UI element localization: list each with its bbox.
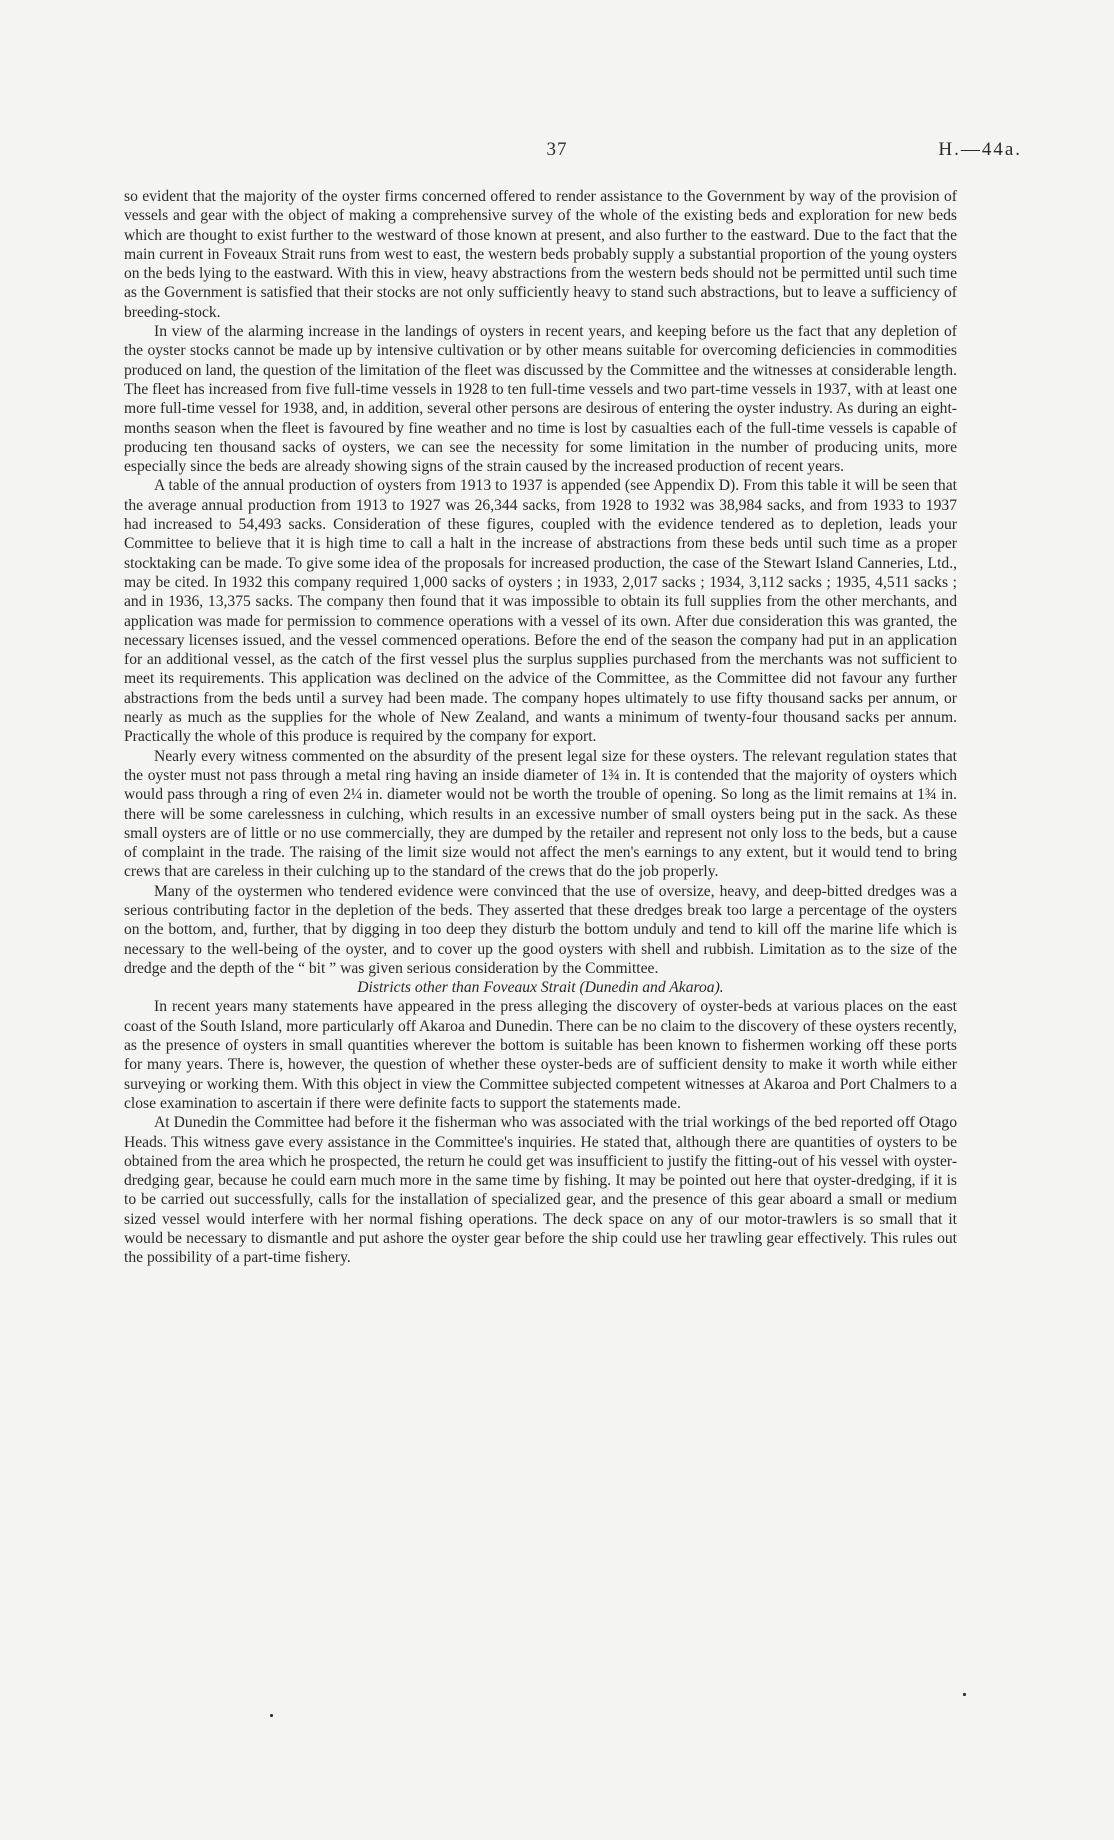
paragraph: In view of the alarming increase in the landings of oysters in recent years, and keeping before us the fact that any depletion of the oyster stocks cannot be made up by intensive cultivation or by other means suitable for overcoming deficiencies in commodities produced on land, the question of the limitation of the fleet was discussed by the Committee and the witnesses at considerable length. The fleet has increased from five full-time vessels in 1928 to ten full-time vessels and two part-time vessels in 1937, with at least one more full-time vessel for 1938, and, in addition, several other persons are desirous of entering the oyster industry. As during an eight-months season when the fleet is favoured by fine weather and no time is lost by casualties each of the full-time vessels is capable of producing ten thousand sacks of oysters, we can see the necessity for some limitation in the number of producing units, more especially since the beds are already showing signs of the strain caused by the increased production of recent years. xyxy=(124,323,957,476)
document-body xyxy=(124,187,957,1268)
stray-mark xyxy=(270,1714,273,1717)
section-heading: Districts other than Foveaux Strait (Dunedin and Akaroa). xyxy=(357,979,724,997)
stray-mark xyxy=(963,1693,966,1696)
paragraph: Nearly every witness commented on the absurdity of the present legal size for these oysters. The relevant regulation states that the oyster must not pass through a metal ring having an inside diameter of 1¾ in. It is contended that the majority of oysters which would pass through a ring of even 2¼ in. diameter would not be worth the trouble of opening. So long as the limit remains at 1¾ in. there will be some carelessness in culching, which results in an excessive number of small oysters being put in the sack. As these small oysters are of little or no use commercially, they are dumped by the retailer and represent not only loss to the beds, but a cause of complaint in the trade. The raising of the limit size would not affect the men's earnings to any extent, but it would tend to bring crews that are careless in their culching up to the standard of the crews that do the job properly. xyxy=(124,747,957,881)
paragraph: In recent years many statements have appeared in the press alleging the discovery of oyster-beds at various places on the east coast of the South Island, more particularly off Akaroa and Dunedin. There can be no claim to the discovery of these oysters recently, as the presence of oysters in small quantities wherever the bottom is suitable has been known to fishermen working off these ports for many years. There is, however, the question of whether these oyster-beds are of sufficient density to make it worth while either surveying or working them. With this object in view the Committee subjected competent witnesses at Akaroa and Port Chalmers to a close examination to ascertain if there were definite facts to support the statements made. xyxy=(124,998,957,1112)
document-reference: H.—44a. xyxy=(938,139,1022,160)
paragraph: so evident that the majority of the oyster firms concerned offered to render assistance to the Government by way of the provision of vessels and gear with the object of making a comprehensive survey of the whole of the existing beds and exploration for new beds which are thought to exist further to the westward of those known at present, and also further to the eastward. Due to the fact that the main current in Foveaux Strait runs from west to east, the western beds probably supply a substantial proportion of the young oysters on the beds lying to the eastward. With this in view, heavy abstractions from the western beds should not be permitted until such time as the Government is satisfied that their stocks are not only sufficiently heavy to stand such abstractions, but to leave a sufficiency of breeding-stock. xyxy=(124,188,957,321)
paragraph: A table of the annual production of oysters from 1913 to 1937 is appended (see Appendix D). From this table it will be seen that the average annual production from 1913 to 1927 was 26,344 sacks, from 1928 to 1932 was 38,984 sacks, and from 1933 to 1937 had increased to 54,493 sacks. Consideration of these figures, coupled with the evidence tendered as to depletion, leads your Committee to believe that it is high time to call a halt in the increase of abstractions from these beds until such time as a proper stocktaking can be made. To give some idea of the proposals for increased production, the case of the Stewart Island Canneries, Ltd., may be cited. In 1932 this company required 1,000 sacks of oysters ; in 1933, 2,017 sacks ; 1934, 3,112 sacks ; 1935, 4,511 sacks ; and in 1936, 13,375 sacks. The company then found that it was impossible to obtain its full supplies from the other merchants, and application was made for permission to commence operations with a vessel of its own. After due consideration this was granted, the necessary licenses issued, and the vessel commenced operations. Before the end of the season the company had put in an application for an additional vessel, as the catch of the first vessel plus the surplus supplies purchased from the merchants was not sufficient to meet its requirements. This application was declined on the advice of the Committee, as the Committee did not favour any further abstractions from the beds until a survey had been made. The company hopes ultimately to use fifty thousand sacks per annum, or nearly as much as the supplies for the whole of New Zealand, and wants a minimum of twenty-four thousand sacks per annum. Practically the whole of this produce is required by the company for export. xyxy=(124,477,957,746)
paragraph: At Dunedin the Committee had before it the fisherman who was associated with the trial workings of the bed reported off Otago Heads. This witness gave every assistance in the Committee's inquiries. He stated that, although there are quantities of oysters to be obtained from the area which he prospected, the return he could get was insufficient to justify the fitting-out of his vessel with oyster-dredging gear, because he could earn much more in the same time by fishing. It may be pointed out here that oyster-dredging, if it is to be carried out successfully, calls for the installation of specialized gear, and the presence of this gear aboard a small or medium sized vessel would interfere with her normal fishing operations. The deck space on any of our motor-trawlers is so small that it would be necessary to dismantle and put ashore the oyster gear before the ship could use her trawling gear effectively. This rules out the possibility of a part-time fishery. xyxy=(124,1114,958,1267)
paragraph: Many of the oystermen who tendered evidence were convinced that the use of oversize, heavy, and deep-bitted dredges was a serious contributing factor in the depletion of the beds. They asserted that these dredges break too large a percentage of the oysters on the bottom, and, further, that by digging in too deep they disturb the bottom unduly and tend to kill off the marine life which is necessary to the well-being of the oyster, and to cover up the good oysters with shell and rubbish. Limitation as to the size of the dredge and the depth of the “ bit ” was given serious consideration by the Committee. xyxy=(124,882,957,977)
page-number: 37 xyxy=(546,139,568,160)
